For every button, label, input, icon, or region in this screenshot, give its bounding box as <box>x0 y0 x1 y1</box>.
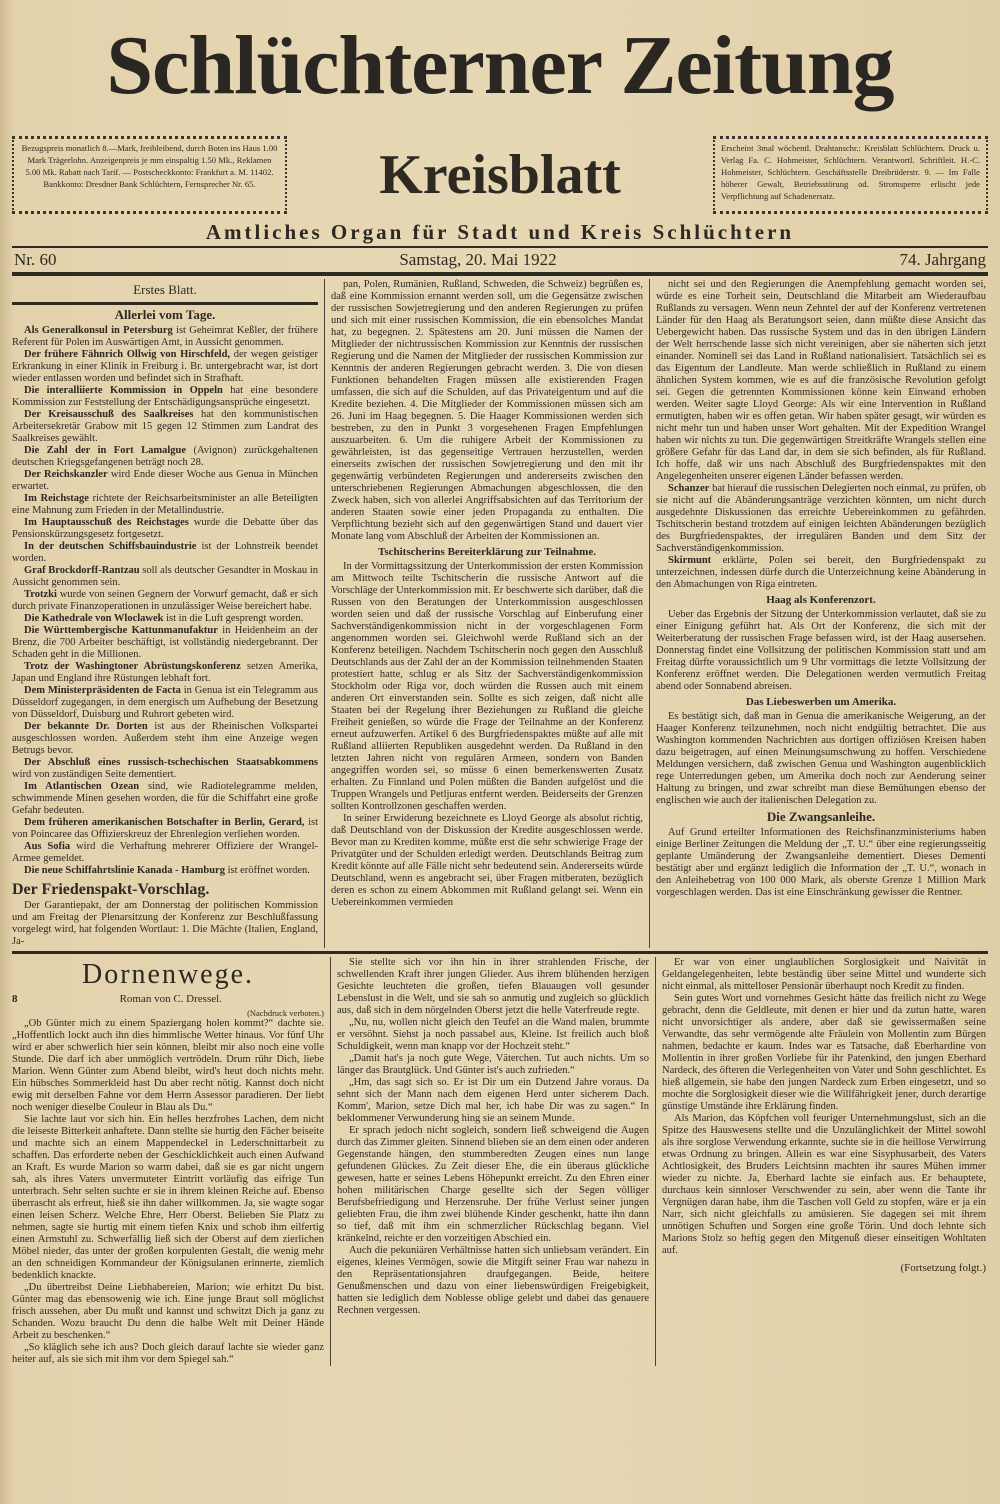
subscription-info-box: Bezugspreis monatlich 8.—Mark, freibleibend, durch Boten ins Haus 1.00 Mark Trägerlohn. Anzeigenpreis je mm einspaltig 1.50 Mk., Reklamen 5.00 Mk. Rabatt nach Tarif. — Postscheckkonto: Frankfurt a. M. 11402. Bankkonto: Dresdner Bank Schlüchtern, Fernsprecher Nr. 65. <box>12 136 287 214</box>
article-paragraph <box>12 817 318 841</box>
paragraph-lead: Im Hauptausschuß des Reichstages <box>24 517 189 528</box>
story-paragraph: „Damit hat's ja noch gute Wege, Väterchen. Tut auch nichts. Um so länger das Brautglück. Und Günter ist's auch zufrieden.“ <box>337 1053 649 1076</box>
paragraph-text: In der Vormittagssitzung der Unterkommission der ersten Kommission am Mittwoch teilte Tschitscherin die russische Antwort auf die Vorschläge der Unterkommission mit. Er beschwerte sich darüber, daß die Russen von den Beratungen der Unterkommission ausgeschlossen worden seien und daß der russische Vorschlag auf Einberufung einer Sachverständigenkommission nicht in der vorgeschlagenen Form angenommen worden sei. Gleichwohl werde Rußland sich an der Konferenz beteiligen. Nachdem Tschitscherin noch gegen den Ausschluß Deutschlands aus der Zahl der an der Kommission teilnehmenden Staaten protestiert hatte, schlug er als Sitz der Sachverständigenkommission Stockholm oder Riga vor, doch würden die Russen auch mit einem anderen Ort einverstanden sein. Sollte es sich zeigen, daß nicht alle Staaten bei der Regelung ihrer Beziehungen zu Rußland die gleiche Freiheit genießen, so würde die Frage der Teilnahme an der Konferenz erneut aufzuwerfen. Artikel 6 des Burgfriedenspaktes müßte auf alle mit Rußland alliierten Republiken ausgedehnt werden. Da Rußland in den letzten Jahren nicht von regulären Armeen, sondern von Banden angegriffen worden sei, so müsse 6 einen bemerkenswerten Zusatz erhalten. Zu Finnland und Polen müßten die Banden aufgelöst und die Truppen Wrangels und Petljuras entfernt werden. Beiderseits der Grenzen sollten Kontrollzonen geschaffen werden. <box>331 561 643 812</box>
story-paragraph: „Hm, das sagt sich so. Er ist Dir um ein Dutzend Jahre voraus. Da sehnt sich der Mann nach dem eigenen Herd unter sicherem Dach. Komm', Marion, setze Dich mal her, ich habe Dir was zu sagen.“ In beklommener Verwunderung hing sie an seinem Munde. <box>337 1077 649 1124</box>
paragraph-text: erklärte, Polen sei bereit, den Burgfriedenspakt zu unterzeichnen, indessen dürfe durch die Unterzeichnung keine Abänderung in den Abmachungen von Riga eintreten. <box>656 555 986 590</box>
story-paragraph: Er sprach jedoch nicht sogleich, sondern ließ schweigend die Augen durch das Zimmer gleiten. Sinnend blieben sie an dem einen oder anderen Gegenstande hängen, den stummberedten Zeugen eines nun lange gefundenen Glückes. Zu Zeit dieser Ehe, die ein überaus glückliche gewesen, hatte er seines Lebens Höhepunkt erreicht. Zu den Ehren einer hohen militärischen Charge gesellte sich der Segen völliger Berufsbefriedigung und Herzensruhe. Der frühe Verlust seiner jungen geliebten Frau, die ihm zwei blühende Kinder geschenkt, hatte ihn dann so tief, daß mit ihm ein schmerzlicher Rückschlag begann. Viel kränkelnd, reichte er den vorzeitigen Abschied ein. <box>337 1125 649 1244</box>
article-paragraph <box>12 841 318 865</box>
paragraph-lead: Dem früheren amerikanischen Botschafter in Berlin, Gerard, <box>24 817 305 828</box>
paragraph-lead: Der bekannte Dr. Dorten <box>24 721 148 732</box>
article-paragraph <box>12 469 318 493</box>
paragraph-lead: Die Württembergische Kattunmanufaktur <box>24 625 218 636</box>
paragraph-lead: Im Atlantischen Ozean <box>24 781 140 792</box>
paragraph-lead: Der Reichskanzler <box>24 469 108 480</box>
story-paragraph: Sie stellte sich vor ihn hin in ihrer strahlenden Frische, der schwellenden Kraft ihrer jungen Glieder. Aus ihrem blühenden herzigen Gesichte leuchteten die großen, tiefen Blauaugen voll gesunder Lebenslust in die Welt, und sie sah so anmutig und zugleich so glücklich aus, daß sich in dem nörgelnden Oberst jetzt die helle Vaterfreude regte. <box>337 957 649 1016</box>
column-divider <box>330 957 331 1366</box>
paragraph-text: der wegen geistiger Erkrankung in einer Klinik in Freiburg i. Br. untergebracht war, ist dort wieder entlassen worden und befindet sich in Strafhaft. <box>12 349 318 384</box>
masthead-info-row <box>12 132 988 218</box>
paragraph-lead: In der deutschen Schiffsbauindustrie <box>24 541 197 552</box>
paragraph-text: ist der Lohnstreik beendet worden. <box>12 541 318 564</box>
paragraph-lead: Die neue Schiffahrtslinie Kanada - Hamburg <box>24 865 225 876</box>
column-divider <box>649 279 650 948</box>
masthead-subtitle: Kreisblatt <box>379 144 621 206</box>
paragraph-text: Auf Grund erteilter Informationen des Reichsfinanzministeriums haben einige Berliner Zeitungen die Meldung der „T. U.“ über eine regierungsseitig geplante Umänderung der Zwangsanleihe dementiert. Dieses Dementi bestätigt aber und ergänzt lediglich die Information der „T. U.“, wonach in den Anleihebetrag von 100 000 Mark, als oberste Grenze 1 Million Mark vorgeschlagen werden. Das ist eine Einschränkung gewisser die Rentner. <box>656 827 986 898</box>
article-paragraph <box>12 781 318 817</box>
paragraph-text: hat den kommunistischen Arbeitersekretär Grabow mit 15 gegen 12 Stimmen zum Landrat des Saalkreises gewählt. <box>12 409 318 444</box>
news-heading: Allerlei vom Tage. <box>114 307 216 322</box>
section-label: Erstes Blatt. <box>133 282 197 297</box>
article-paragraph <box>12 445 318 469</box>
volume-year: 74. Jahrgang <box>899 250 986 269</box>
article-paragraph <box>331 561 643 813</box>
article-heading: Die Zwangsanleihe. <box>766 809 876 824</box>
paragraph-lead: Als Generalkonsul in Petersburg <box>24 325 173 336</box>
article-subheading: Das Liebeswerben um Amerika. <box>745 696 897 708</box>
article-paragraph <box>12 625 318 661</box>
reprint-notice: (Nachdruck verboten.) <box>247 1008 324 1018</box>
story-paragraph: Er war von einer unglaublichen Sorglosigkeit und Naivität in Geldangelegenheiten, lebte beständig über seine Mittel und wunderte sich nicht einmal, als mittelloser Pensionär überhaupt noch Kredit zu finden. <box>662 957 986 992</box>
article-paragraph <box>12 721 318 757</box>
paragraph-lead: Im Reichstage <box>24 493 89 504</box>
story-paragraph: Sein gutes Wort und vornehmes Gesicht hätte das freilich nicht zu Wege gebracht, denn die Geldleute, mit denen er hier und da zutun hatte, waren nicht unvorsichtiger als andere, aber daß sie gewissermaßen seine Verwandte, das sehr vermögende alte Fräulein von Mollentin zum Bürgen nahmen, bedachte er kaum. Indes war es Tatsache, daß Eberhardine von Mollentin in ihrer großen Vorliebe für ihr Patenkind, den jungen Eberhard Nardeck, des öfteren die Verlegenheiten von Vater und Sohn geschlichtet. Es hieß allgemein, sie habe den jungen Nardeck zum Erben eingesetzt, und so mochte die Sorglosigkeit dieser wie die Willfährigkeit jener, durch derartige günstige Umstände ihre Erklärung finden. <box>662 993 986 1112</box>
article-paragraph <box>12 661 318 685</box>
article-paragraph <box>656 827 986 899</box>
article-subheading: Tschitscherins Bereiterklärung zur Teilnahme. <box>378 546 596 558</box>
article-paragraph <box>12 493 318 517</box>
story-paragraph: Als Marion, das Köpfchen voll feuriger Unternehmungslust, sich an die Spitze des Hauswesens stellte und die Unzulänglichkeit der Mittel sowohl als ihre sorglose Verwendung erkannte, suchte sie in die heillose Verwirrung etwas Ordnung zu bringen. Allein es war eine Sisyphusarbeit, des Vaters Achtlosigkeit, des Bruders Leichtsinn machten ihr saures Mühen immer wieder zu nichte. Ja, Eberhard lachte sie einfach aus. Er behauptete, durchaus kein sinnloser Verschwender zu sein, aber wenn die Tante ihr Vergnügen daran habe, ihm die Taschen voll Geld zu stopfen, wäre er ja ein Narr, sich nicht gleichfalls zu amüsieren. Sie dagegen sei mit ihrem unnötigen Schuften und Sorgen eine große Törin. Und doch lehnte sich Marions Stolz so heftig gegen den Mitgenuß dieser einseitigen Wohltaten auf. <box>662 1113 986 1256</box>
paragraph-text: pan, Polen, Rumänien, Rußland, Schweden, die Schweiz) begrüßen es, daß eine Kommission ernannt werden soll, um die Gegensätze zwischen der russischen Sowjetregierung und den anderen Regierungen zu prüfen und sich mit einer russischen Kommission, die ein ebensolches Mandat hat, zu begegnen. 2. Spätestens am 20. Juni müssen die Namen der Mitglieder der nichtrussischen Kommission zur Kenntnis der russischen Regierung und die Namen der Mitglieder der russischen Kommission zur Kenntnis der anderen Regierungen gebracht werden. 3. Die von diesen Funktionen behandelten Fragen müssen alle existierenden Fragen umfassen, die sich auf die Schulden, auf das Privateigentum und auf die Kredite beziehen. 4. Die Mitglieder der Kommissionen müssen sich am 26. Juni im Haag begegnen. 5. Die Haager Kommissionen werden sich bestreben, zu den in Punkt 3 vorgesehenen Fragen Empfehlungen auszuarbeiten. 6. Um die ruhigere Arbeit der Kommissionen zu gewährleisten, ist das gegenseitige Vertrauen herzustellen, werden einerseits zwischen der russischen Sowjetregierung und den mit ihr gegenwärtig verbündeten Regierungen und andererseits zwischen den unterschriebenen Regierungen Abmachungen abgeschlossen, die den Zweck haben, sich von allerlei Angriffsabsichten auf das Territorium der anderen Staaten sowie einer jeden Propaganda zu enthalten. Die Verpflichtung bezieht sich auf den gegenwärtigen Stand und dauert vier Monate lang vom Abschluß der Arbeiten der Kommissionen an. <box>331 279 643 542</box>
column-2 <box>331 279 643 948</box>
paragraph-lead: Die Kathedrale von Wloclawek <box>24 613 164 624</box>
masthead-title: Schlüchterner Zeitung <box>106 19 894 112</box>
article-paragraph <box>331 279 643 543</box>
masthead-organ-line: Amtliches Organ für Stadt und Kreis Schlüchtern <box>205 220 795 244</box>
article-paragraph: Der Garantiepakt, der am Donnerstag der politischen Kommission und am Freitag der Plenarsitzung der Konferenz zur Beschlußfassung vorgelegt wird, hat folgenden Wortlaut: 1. Die Mächte (Italien, England, Ja- <box>12 900 318 947</box>
paragraph-text: ist aus der Rheinischen Volkspartei ausgeschlossen worden. Außerdem steht ihm eine Anzeige wegen Betrugs bevor. <box>12 721 318 756</box>
paragraph-text: setzen Amerika, Japan und England ihre Rüstungen lebhaft fort. <box>12 661 318 684</box>
paragraph-text: (Avignon) zurückgehaltenen deutschen Kriegsgefangenen beträgt noch 28. <box>12 445 318 468</box>
paragraph-text: richtete der Reichsarbeitsminister an alle Beteiligten eine Mahnung zum Frieden in der Metallindustrie. <box>12 493 318 516</box>
article-paragraph <box>12 325 318 349</box>
article-heading: Der Friedenspakt-Vorschlag. <box>12 881 210 898</box>
story-paragraph: „Du übertreibst Deine Liebhabereien, Marion; wie erhitzt Du bist. Günter mag das ebensowenig wie ich. Eine junge Braut soll möglichst frisch aussehen, aber Du mußt und kannst und schwitzt Dich ja ganz zu Schanden. Wozu braucht Du denn die halbe Welt mit Deiner Hände Arbeit zu beschenken.“ <box>12 1282 324 1341</box>
paragraph-text: wurde von seinen Gegnern der Vorwurf gemacht, daß er sich durch private Finanzoperationen in unzulässiger Weise bereichert habe. <box>12 589 318 612</box>
feuilleton-title: Dornenwege. <box>81 959 255 990</box>
column-divider <box>324 279 325 948</box>
paragraph-lead: Der Abschluß eines russisch-tschechischen Staatsabkommens <box>24 757 318 768</box>
article-paragraph <box>656 483 986 555</box>
paragraph-lead: Dem Ministerpräsidenten de Facta <box>24 685 181 696</box>
story-paragraph: „Ob Günter mich zu einem Spaziergang holen kommt?“ dachte sie. „Hoffentlich lockt auch ihn dies himmlische Wetter hinaus. Vor fünf Uhr wird er aber schwerlich hier sein können, bleibt mir also noch eine volle Stunde. Die darf ich aber unmöglich vertrödeln. Drum rühr Dich, liebe Marion. Wenn Günter zum Abend bleibt, wird's heut doch nichts mehr. Ein hübsches Sommerkleid hast Du aber recht nötig. Kannst doch nicht ewig mit derselben Fahne vor dem Herrn Assessor paradieren. Der liebt noch weniger dieselbe Couleur in Blau als Du.“ <box>12 1018 324 1113</box>
paragraph-text: sind, wie Radiotelegramme melden, schwimmende Minen gesehen worden, die für die Schiffahrt eine große Gefahr bedeuten. <box>12 781 318 816</box>
article-paragraph <box>12 409 318 445</box>
paragraph-lead: Graf Brockdorff-Rantzau <box>24 565 140 576</box>
paragraph-lead: Skirmunt <box>668 555 712 566</box>
paragraph-text: wird die Verhaftung mehrerer Offiziere der Wrangel-Armee gemeldet. <box>12 841 319 864</box>
dateline <box>12 248 988 272</box>
paragraph-text: ist eröffnet worden. <box>224 865 310 876</box>
column-divider <box>655 957 656 1366</box>
paragraph-text: wird von zuständigen Seite dementiert. <box>12 769 177 780</box>
paragraph-lead: Trotzki <box>24 589 57 600</box>
paragraph-text: Ueber das Ergebnis der Sitzung der Unterkommission verlautet, daß sie zu einer Einigung geführt hat. Als Ort der Konferenz, die sich mit der Weiterberatung der russischen Frage befassen wird, ist der Haag ausersehen. Donnerstag findet eine Vollsitzung der politischen Kommission statt und am Freitag dürfte voraussichtlich um 9 Uhr vormittags die letzte Vollsitzung der Konferenz eröffnet werden. Die Delegationen werden vermutlich Freitag abend oder Sonnabend abreisen. <box>656 609 986 692</box>
article-paragraph <box>331 813 643 909</box>
article-paragraph <box>656 711 986 807</box>
paragraph-text: hat eine besondere Kommission zur Feststellung der Entschädigungsansprüche eingesetzt. <box>12 385 318 408</box>
issue-date: Samstag, 20. Mai 1922 <box>399 250 557 269</box>
feuilleton-column-2 <box>337 957 649 1366</box>
paragraph-text: bat hierauf die russischen Delegierten noch einmal, zu prüfen, ob sie nicht auf die Abänderungsanträge verzichten könnten, um nicht durch ausgedehnte Diskussionen das erreichte Uebereinkommen zu gefährden. Tschitscherin bestand trotzdem auf einigen leichten Abänderungen bezüglich des Burgfriedenspaktes, der irregulären Banden und dem Sitz der Sachverständigenkommission. <box>656 483 986 554</box>
article-paragraph <box>656 609 986 693</box>
article-paragraph <box>12 613 318 625</box>
feuilleton-section <box>12 954 988 1366</box>
paragraph-lead: Die interalliierte Kommission in Oppeln <box>24 385 223 396</box>
paragraph-lead: Der Kreisausschuß des Saalkreises <box>24 409 194 420</box>
paragraph-lead: Schanzer <box>668 483 710 494</box>
story-paragraph: „Nu, nu, wollen nicht gleich den Teufel an die Wand malen, brummte er versöhnt. Siehst ja noch passabel aus, Kleine. Ist freilich auch bloß Schuldigkeit, wenn man knapp vor der Hochzeit steht.“ <box>337 1017 649 1052</box>
article-paragraph <box>12 865 318 877</box>
article-paragraph <box>12 517 318 541</box>
article-paragraph <box>12 685 318 721</box>
article-paragraph <box>12 757 318 781</box>
installment-number: 8 <box>12 993 18 1005</box>
paragraph-text: soll als deutscher Gesandter in Moskau in Aussicht genommen sein. <box>12 565 319 588</box>
article-paragraph <box>656 555 986 591</box>
feuilleton-byline <box>12 992 324 1006</box>
article-paragraph <box>12 385 318 409</box>
paragraph-lead: Aus Sofia <box>24 841 71 852</box>
paragraph-text: nicht sei und den Regierungen die Anempfehlung gemacht worden sei, würde es eine Torheit sein, Deutschland die Mitarbeit am Wiederaufbau Rußlands zu versagen. Wenn neun Zehntel der auf der Konferenz vertretenen Länder für den Haag als Beratungsort seien, dann müßte diese Ansicht das Uebergewicht haben. Das russische System und das in den übrigen Ländern der Welt herrschende lasse sich nicht vereinigen, aber sie näherten sich jetzt einander. Nominell sei das Land in Rußland nationalisiert. Tatsächlich sei es das Eigentum der Landleute. Man werde schließlich in Rußland zu einem ähnlichen System kommen, wie es auf die französische Revolution gefolgt sei. Gegen die getrennten Kommissionen könne kein Einwand erhoben werden. Weiter sagte Lloyd George: Als wir eine Intervention in Rußland ermutigten, haben wir es offen getan. Wir haben später gesagt, wir würden es nicht mehr tun und haben unser Wort gehalten. Mit der Expedition Wrangel haben wir nichts zu tun. Die gegenwärtigen Streitkräfte Wrangels stellen eine größere Gefahr für das Land dar, in dem sie sich befinden, als für Rußland. Ich hoffe, daß wir uns nach Abschluß des Burgfriedenspaktes mit den Angelegenheiten unserer eigenen Länder befassen werden. <box>656 279 986 482</box>
paragraph-text: in Heidenheim an der Brenz, die 700 Arbeiter beschäftigt, ist vollständig niedergebrannt. Der Schaden geht in die Millionen. <box>12 625 318 660</box>
paragraph-text: In seiner Erwiderung bezeichnete es Lloyd George als absolut richtig, daß Deutschland von der Diskussion der Kredite ausgeschlossen werde. Bevor man zu Krediten komme, müßte erst die sehr schwierige Frage der Privatgüter und der Schulden erledigt werden. Deutschlands Beitrag zum Kredit könnte auf alle Fälle nicht sehr bedeutend sein. Andererseits würde Deutschland, wenn es angebracht sei, über Fragen mitberaten, bezüglich deren es schon zu einem Abkommen mit Rußland gelangt sei. Wenn ein Uebereinkommen vermieden <box>331 813 643 908</box>
feuilleton-subtitle: Roman von C. Dressel. <box>119 993 222 1005</box>
paragraph-text: wird Ende dieser Woche aus Genua in München erwartet. <box>12 469 318 492</box>
publisher-info-box: Erscheint 3mal wöchentl. Drahtanschr.: Kreisblatt Schlüchtern. Druck u. Verlag Fa. C. Hohmeister, Schlüchtern. Verantwortl. Schriftleit. H.-C. Hohmeister, Schlüchtern. Geschäftsstelle Dreibrüderstr. 9. — Im Falle höherer Gewalt, Betriebsstörung od. Stromsperre erlischt jede Verpflichtung auf Schadenersatz. <box>713 136 988 214</box>
story-paragraph: Auch die pekuniären Verhältnisse hatten sich unliebsam verändert. Ein eigenes, kleines Vermögen, sowie die Mitgift seiner Frau war nahezu in den Repräsentationsjahren draufgegangen. Beide, heitere Genußmenschen und dazu von einer liebenswürdigen Freigebigkeit, hatten sie lediglich dem Noblesse oblige gelebt und dabei das genauere Rechnen vergessen. <box>337 1245 649 1316</box>
story-paragraph: Sie lachte laut vor sich hin. Ein helles herzfrohes Lachen, dem nicht die leiseste Bitterkeit anhaftete. Dann stellte sie hurtig den Fächer beiseite und machte sich an einem Mappendeckel in Lederschnittarbeit zu schaffen. Das erforderte neben der Geschicklichkeit auch einen Aufwand an Kraft. Es wurde Marion so warm dabei, daß sie es gar nicht ungern sah, als ihres Vaters unvermuteter Eintritt vorläufig das eifrige Tun unterbrach. Sehr selten suchte er sie in ihrem kleinen Reiche auf. Ebenso überrascht als erfreut, hieß sie ihn daher willkommen. Ja, sie wagte sogar einen leisen Scherz. Welche Ehre, Herr Oberst. Belieben Sie Platz zu nehmen, sagte sie hurtig mit einem tiefen Knix und schob ihm eilfertig einen Armstuhl zu. Schwerfällig ließ sich der Oberst auf dem zierlichen Möbel nieder, das unter der großen korpulenten Gestalt, die wenig mehr an den schneidigen Kommandeur der Königsulanen erinnerte, ziemlich bedenklich knackte. <box>12 1114 324 1281</box>
story-paragraph: „So kläglich sehe ich aus? Doch gleich darauf lachte sie wieder ganz heiter auf, als sie sich mit ihm vor dem Spiegel sah.“ <box>12 1342 324 1365</box>
article-paragraph <box>12 565 318 589</box>
paragraph-text: ist Geheimrat Keßler, der frühere Referent für Polen im Auswärtigen Amt, in Aussicht genommen. <box>12 325 318 348</box>
paragraph-lead: Trotz der Washingtoner Abrüstungskonferenz <box>24 661 241 672</box>
issue-number: Nr. 60 <box>14 250 57 269</box>
feuilleton-column-3 <box>662 957 986 1366</box>
paragraph-text: ist von Poincaree das Offizierskreuz der Ehrenlegion verliehen worden. <box>12 817 319 840</box>
article-subheading: Haag als Konferenzort. <box>766 594 876 606</box>
paragraph-text: in Genua ist ein Telegramm aus Düsseldorf zugegangen, in dem energisch um Aufhebung der Besetzung von Düsseldorf, Duisburg und Ruhrort gebeten wird. <box>12 685 318 720</box>
paragraph-text: Es bestätigt sich, daß man in Genua die amerikanische Weigerung, an der Haager Konferenz teilzunehmen, noch nicht endgültig betrachtet. Die aus Washington kommenden Nachrichten aus dortigen offiziösen Kreisen haben dazu beigetragen, auf einen Meinungsumschwung zu hoffen. Verschiedene Meldungen versichern, daß zwischen Genua und Washington augenblicklich rege Unterredungen geben, um Amerika doch noch zur Aenderung seiner Haltung zu bringen, und zwar schreibt man diese Bemühungen ebenso der englischen wie auch der italienischen Delegation zu. <box>656 711 986 806</box>
article-paragraph <box>12 589 318 613</box>
column-3 <box>656 279 986 948</box>
paragraph-lead: Die Zahl der in Fort Lamalgue <box>24 445 187 456</box>
article-paragraph <box>656 279 986 483</box>
feuilleton-column-1 <box>12 957 324 1366</box>
paragraph-text: wurde die Debatte über das Pensionskürzungsgesetz fortgesetzt. <box>12 517 318 540</box>
article-paragraph <box>12 541 318 565</box>
news-section <box>12 276 988 951</box>
article-paragraph <box>12 349 318 385</box>
paragraph-lead: Der frühere Fähnrich Ollwig von Hirschfeld, <box>24 349 231 360</box>
column-1 <box>12 279 318 948</box>
paragraph-text: ist in die Luft gesprengt worden. <box>163 613 304 624</box>
continued-notice: (Fortsetzung folgt.) <box>900 1262 986 1274</box>
divider <box>12 302 318 305</box>
